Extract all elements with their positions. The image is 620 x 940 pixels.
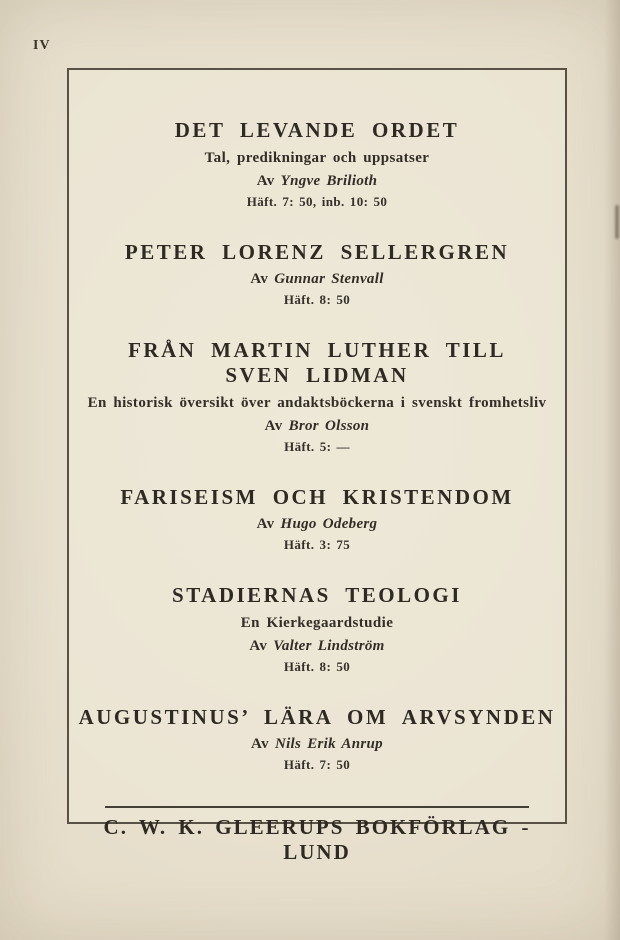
book-author (77, 270, 557, 288)
book-author (77, 735, 557, 753)
book-author (77, 417, 557, 435)
book-subtitle: En historisk översikt över andaktsböckerna i svenskt fromhetsliv (87, 395, 547, 411)
book-entry (77, 240, 557, 307)
book-entry (77, 705, 557, 772)
book-title: FARISEISM OCH KRISTENDOM (120, 485, 514, 509)
divider-rule (105, 806, 529, 808)
book-price: Häft. 7: 50, inb. 10: 50 (246, 194, 388, 209)
book-subtitle: En Kierkegaardstudie (240, 615, 394, 631)
scan-edge-shadow (604, 0, 620, 940)
book-entry (77, 485, 557, 552)
book-subtitle: Tal, predikningar och uppsatser (204, 150, 430, 166)
book-price: Häft. 7: 50 (283, 757, 351, 772)
book-entry (77, 583, 557, 674)
author-prefix: Av (249, 638, 268, 654)
advert-border-box (67, 68, 567, 864)
book-title: AUGUSTINUS’ LÄRA OM ARVSYNDEN (78, 705, 556, 729)
publisher-imprint: C. W. K. GLEERUPS BOKFÖRLAG - LUND (103, 815, 531, 864)
book-title: DET LEVANDE ORDET (174, 118, 460, 142)
author-prefix: Av (256, 516, 275, 532)
author-prefix: Av (264, 418, 283, 434)
author-name: Nils Erik Anrup (274, 736, 383, 752)
book-entry (77, 118, 557, 209)
book-author (77, 172, 557, 190)
page-number: IV (33, 38, 51, 53)
book-price: Häft. 3: 75 (283, 537, 351, 552)
author-prefix: Av (256, 173, 275, 189)
book-title: PETER LORENZ SELLERGREN (124, 240, 510, 264)
book-author (77, 515, 557, 533)
author-name: Hugo Odeberg (280, 516, 378, 532)
author-name: Gunnar Stenvall (274, 271, 384, 287)
book-entry (77, 338, 557, 454)
author-name: Yngve Brilioth (280, 173, 378, 189)
book-price: Häft. 5: — (284, 439, 350, 454)
book-price: Häft. 8: 50 (283, 292, 351, 307)
book-title: STADIERNAS TEOLOGI (172, 583, 462, 607)
scan-artifact (615, 205, 619, 239)
author-prefix: Av (251, 736, 269, 752)
author-name: Valter Lindström (273, 638, 385, 654)
author-name: Bror Olsson (288, 418, 370, 434)
book-price: Häft. 8: 50 (283, 659, 351, 674)
book-title-line2: SVEN LIDMAN (225, 363, 409, 387)
book-title-line1: FRÅN MARTIN LUTHER TILL (128, 338, 506, 362)
author-prefix: Av (250, 271, 269, 287)
book-author (77, 637, 557, 655)
